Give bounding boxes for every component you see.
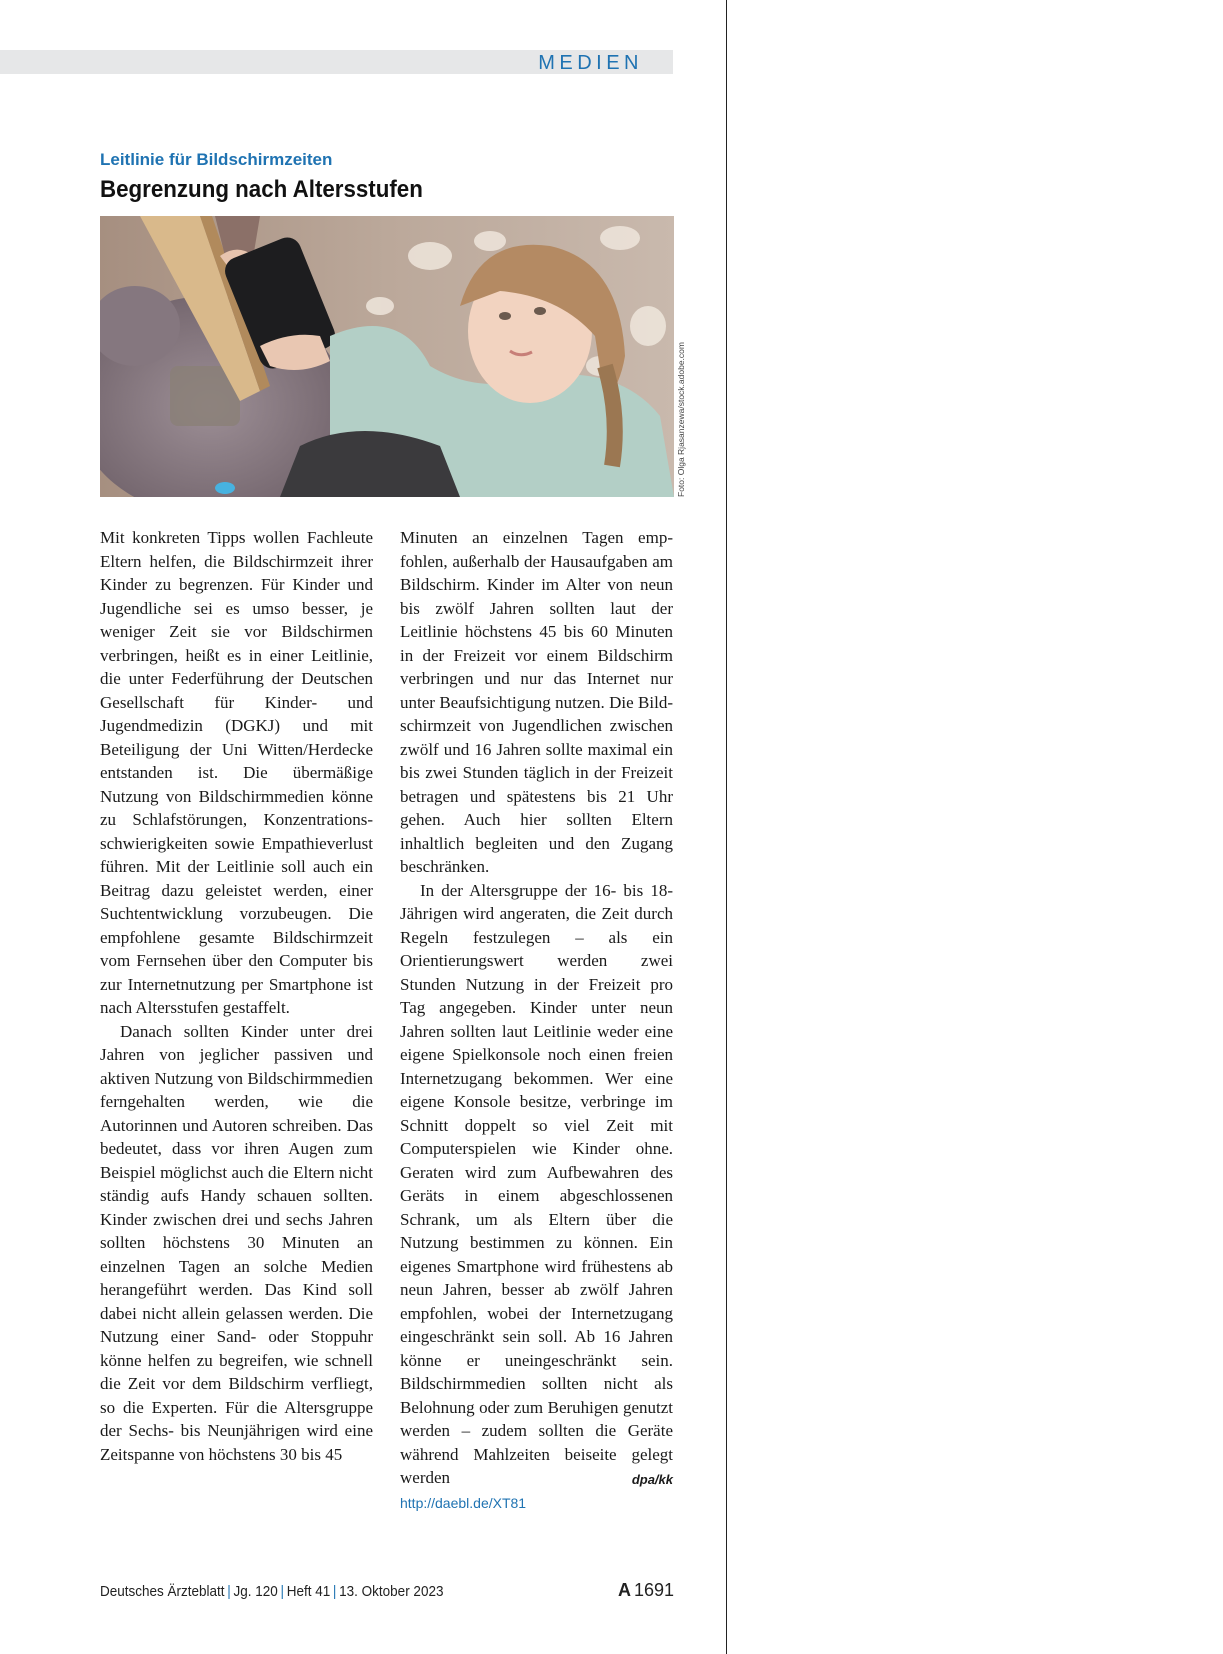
article-paragraph: Danach sollten Kinder unter drei Jahren von jeglicher passiven und aktiven Nutzung von Bildschirmmedien ferngehalten werden, wie die Autorinnen und Autoren schreiben. Das bedeutet, dass vor ihren Augen zum Beispiel möglichst auch die Eltern nicht ständig aufs Handy schauen sollten. Kinder zwischen drei und sechs Jahren sollten höchstens 30 Minuten an einzelnen Tagen an solche Medien herangeführt werden. Das Kind soll dabei nicht allein gelassen werden. Die Nutzung einer Sand- oder Stoppuhr könne helfen zu begreifen, wie schnell die Zeit vor dem Bildschirm verfliegt, so die Experten. Für die Altersgruppe der Sechs- bis Neunjährigen wird eine Zeitspanne von höchstens 30 bis 45 [100,1021,373,1464]
footer-meta [100,1583,443,1600]
footer-separator: | [227,1583,231,1600]
article-kicker: Leitlinie für Bildschirmzeiten [100,150,333,169]
footer-issue: Heft 41 [286,1583,331,1600]
article-paragraph-text: In der Altersgruppe der 16- bis 18-Jährigen wird angeraten, die Zeit durch Regeln festzulegen – als ein Orientierungswert werden zwei Stunden Nutzung in der Freizeit pro Tag angegeben. Kinder unter neun Jahren sollten laut Leitlinie weder eine eigene Spielkonsole noch einen freien Internetzugang bekommen. Wer eine eigene Konsole besitze, verbringe im Schnitt doppelt so viel Zeit mit Computerspielen wie Kinder ohne. Geraten wird zum Aufbewahren des Geräts in einem abgeschlossenen Schrank, um als Eltern über die Nutzung bestimmen zu können. Ein eigenes Smartphone wird frühestens ab neun Jahren, besser ab zwölf Jahren empfohlen, wobei der Internetzugang eingeschränkt sein soll. Ab 16 Jahren könne er uneingeschränkt sein. Bildschirmmedien sollten nicht als Belohnung oder zum Beruhigen genutzt werden – zudem sollten die Geräte während Mahlzeiten beiseite gelegt werden [400,880,673,1487]
page-footer [100,1580,674,1605]
article-column-right [400,526,673,1513]
page-edge-rule [726,0,727,1654]
footer-volume: Jg. 120 [233,1583,278,1600]
article-paragraph: Mit konkreten Tipps wollen Fachleute Eltern helfen, die Bildschirmzeit ihrer Kinder zu begrenzen. Für Kinder und Jugendliche sei es umso besser, je weniger Zeit sie vor Bildschirmen verbringen, heißt es in einer Leitlinie, die unter Federführung der Deutschen Gesellschaft für Kinder- und Jugendmedizin (DGKJ) und mit Beteiligung der Uni Witten/Herdecke entstanden ist. Die übermäßige Nutzung von Bildschirmmedien könne zu Schlafstörungen, Konzentrationsschwierigkeiten sowie Empathieverlust führen. Mit der Leitlinie soll auch ein Beitrag dazu geleistet werden, einer Suchtentwicklung vorzubeugen. Die empfohlene gesamte Bildschirmzeit vom Fernsehen über den Computer bis zur Internetnutzung per Smartphone ist nach Altersstufen gestaffelt. [100,528,373,1017]
page-prefix: A [617,1580,631,1600]
article-paragraph [400,879,673,1490]
article-photo [100,216,674,497]
article-paragraph: Minuten an einzelnen Tagen empfohlen, außerhalb der Hausaufgaben am Bildschirm. Kinder im Alter von neun bis zwölf Jahren sollten laut der Leitlinie höchstens 45 bis 60 Minuten in der Freizeit vor einem Bildschirm verbringen und nur das Internet nur unter Beaufsichtigung nutzen. Die Bildschirmzeit von Jugendlichen zwischen zwölf und 16 Jahren sollte maximal ein bis zwei Stunden täglich in der Freizeit betragen und spätestens bis 21 Uhr gehen. Auch hier sollten Eltern inhaltlich begleiten und den Zugang beschränken. [400,528,673,876]
section-label: MEDIEN [538,52,643,74]
page-number [618,1580,674,1601]
footer-publication: Deutsches Ärzteblatt [100,1583,225,1600]
page-number-value: 1691 [633,1580,674,1600]
article-title: Begrenzung nach Altersstufen [100,176,423,203]
footer-separator: | [332,1583,337,1600]
footer-separator: | [280,1583,284,1600]
photo-credit: Foto: Olga Rjasanzewa/stock.adobe.com [676,342,686,497]
source-link[interactable]: http://daebl.de/XT81 [400,1494,527,1511]
footer-date: 13. Oktober 2023 [339,1583,444,1600]
author-signature: dpa/kk [631,1472,673,1487]
section-header-bar [0,50,673,74]
article-column-left [100,526,373,1466]
